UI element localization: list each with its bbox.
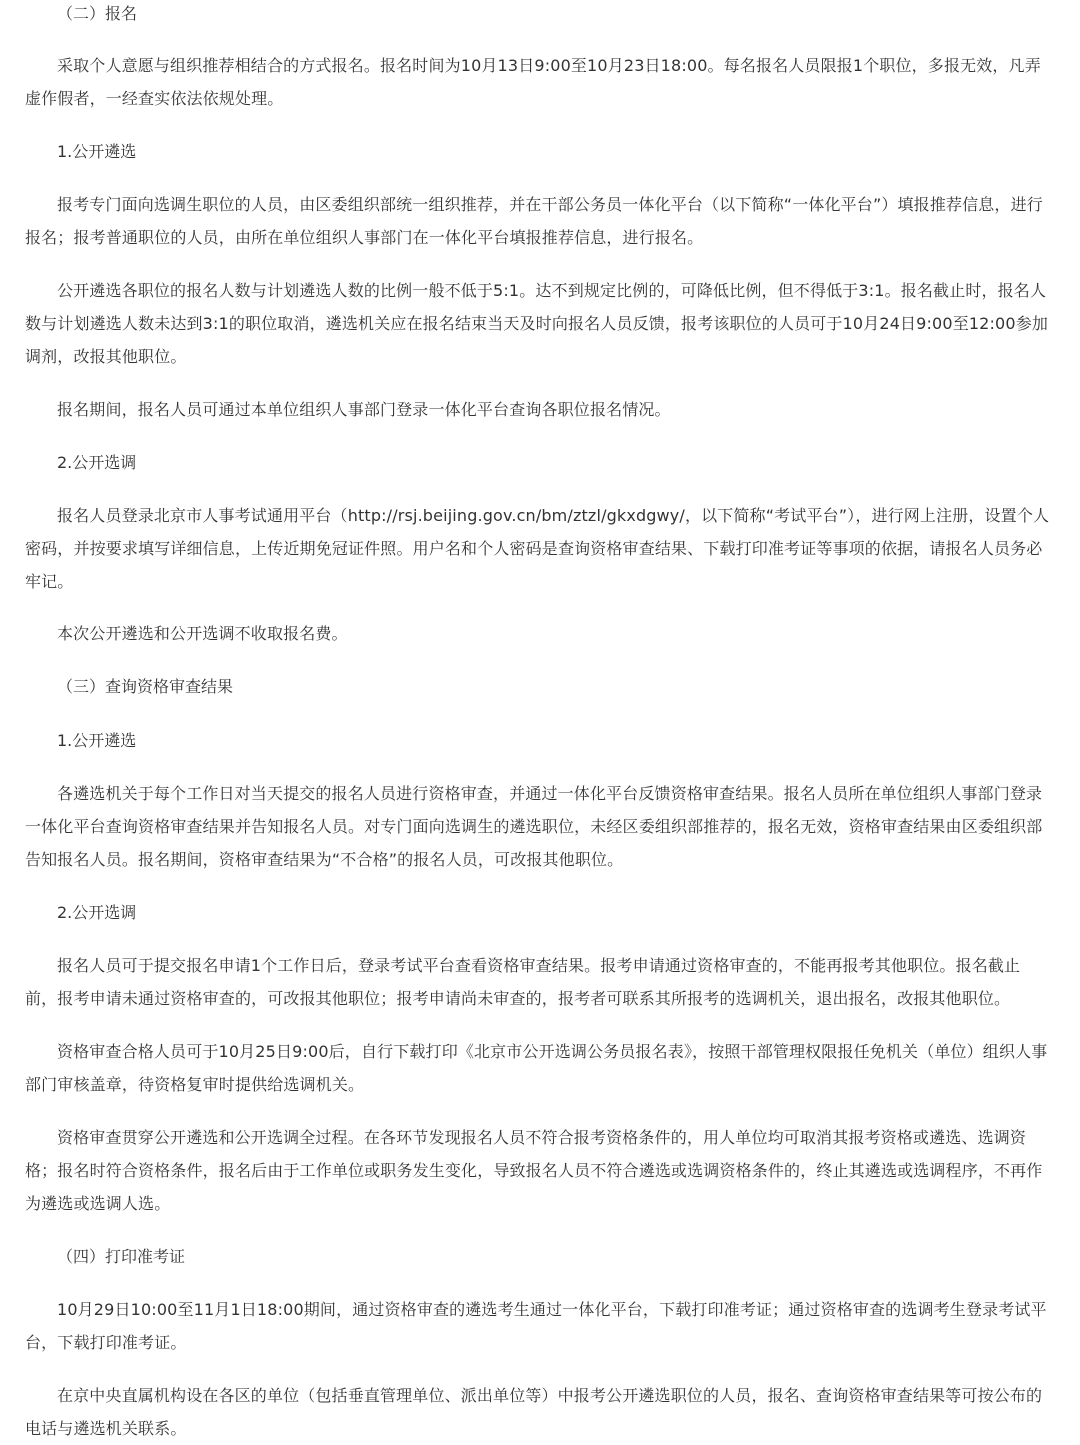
paragraph-exam-platform: 报名人员登录北京市人事考试通用平台（http://rsj.beijing.gov.cn/bm/ztzl/gkxdgwy/，以下简称“考试平台”），进行网上注册，设置个人密码，并按要求填写详细信息，上传近期免冠证件照。用户名和个人密码是查询资格审查结果、下载打印准考证等事项的依据，请报名人员务必牢记。 — [25, 506, 1050, 591]
section-heading-qualification: （三）查询资格审查结果 — [57, 677, 234, 696]
subheading-public-selection: 1.公开遴选 — [57, 142, 137, 161]
subheading-public-transfer-2: 2.公开选调 — [57, 903, 137, 922]
paragraph-central-units: 在京中央直属机构设在各区的单位（包括垂直管理单位、派出单位等）中报考公开遴选职位的人员，报名、查询资格审查结果等可按公布的电话与遴选机关联系。 — [25, 1386, 1043, 1438]
paragraph-review-throughout: 资格审查贯穿公开遴选和公开选调全过程。在各环节发现报名人员不符合报考资格条件的，用人单位均可取消其报考资格或遴选、选调资格；报名时符合资格条件，报名后由于工作单位或职务发生变化，导致报名人员不符合遴选或选调资格条件的，终止其遴选或选调程序，不再作为遴选或选调人选。 — [25, 1128, 1043, 1213]
paragraph-no-fee: 本次公开遴选和公开选调不收取报名费。 — [57, 624, 348, 643]
paragraph-selection-registration: 报考专门面向选调生职位的人员，由区委组织部统一组织推荐，并在干部公务员一体化平台（以下简称“一体化平台”）填报推荐信息，进行报名；报考普通职位的人员，由所在单位组织人事部门在一体化平台填报推荐信息，进行报名。 — [25, 195, 1043, 247]
paragraph-transfer-review: 报名人员可于提交报名申请1个工作日后，登录考试平台查看资格审查结果。报考申请通过资格审查的，不能再报考其他职位。报名截止前，报考申请未通过资格审查的，可改报其他职位；报考申请尚未审查的，报考者可联系其所报考的选调机关，退出报名，改报其他职位。 — [25, 956, 1021, 1008]
section-heading-registration: （二）报名 — [57, 4, 138, 23]
subheading-public-transfer: 2.公开选调 — [57, 453, 137, 472]
section-heading-admission-ticket: （四）打印准考证 — [57, 1247, 186, 1266]
paragraph-ratio-rules: 公开遴选各职位的报名人数与计划遴选人数的比例一般不低于5:1。达不到规定比例的，可降低比例，但不得低于3:1。报名截止时，报名人数与计划遴选人数未达到3:1的职位取消，遴选机关应在报名结束当天及时向报名人员反馈，报考该职位的人员可于10月24日9:00至12:00参加调剂，改报其他职位。 — [25, 281, 1049, 366]
paragraph-registration-method: 采取个人意愿与组织推荐相结合的方式报名。报名时间为10月13日9:00至10月23日18:00。每名报名人员限报1个职位，多报无效，凡弄虚作假者，一经查实依法依规处理。 — [25, 56, 1041, 108]
subheading-public-selection-2: 1.公开遴选 — [57, 731, 137, 750]
paragraph-registration-query: 报名期间，报名人员可通过本单位组织人事部门登录一体化平台查询各职位报名情况。 — [57, 400, 671, 419]
paragraph-print-ticket: 10月29日10:00至11月1日18:00期间，通过资格审查的遴选考生通过一体化平台，下载打印准考证；通过资格审查的选调考生登录考试平台，下载打印准考证。 — [25, 1300, 1047, 1352]
paragraph-registration-form: 资格审查合格人员可于10月25日9:00后，自行下载打印《北京市公开选调公务员报名表》，按照干部管理权限报任免机关（单位）组织人事部门审核盖章，待资格复审时提供给选调机关。 — [25, 1042, 1048, 1094]
paragraph-selection-review: 各遴选机关于每个工作日对当天提交的报名人员进行资格审查，并通过一体化平台反馈资格审查结果。报名人员所在单位组织人事部门登录一体化平台查询资格审查结果并告知报名人员。对专门面向选调生的遴选职位，未经区委组织部推荐的，报名无效，资格审查结果由区委组织部告知报名人员。报名期间，资格审查结果为“不合格”的报名人员，可改报其他职位。 — [25, 784, 1043, 869]
